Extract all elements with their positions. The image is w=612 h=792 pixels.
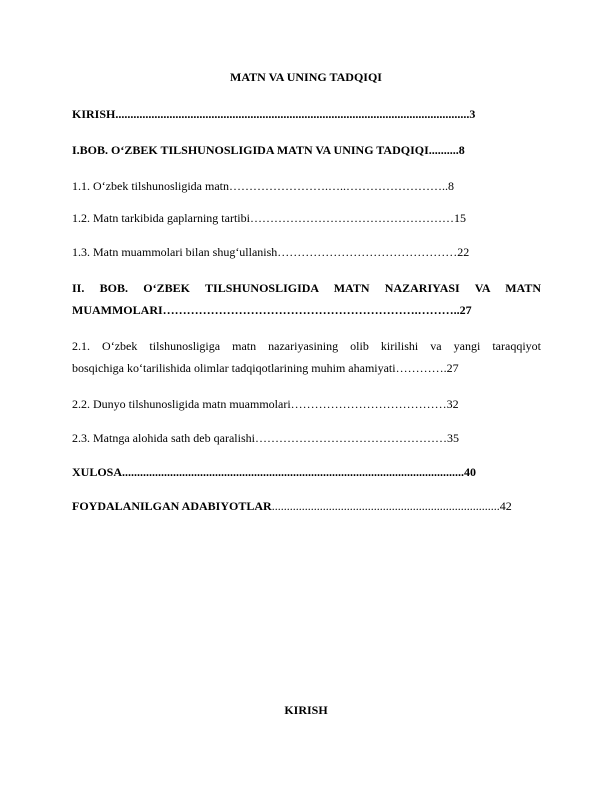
toc-entry-2-2: 2.2. Dunyo tilshunosligida matn muammolari…………………………………32 <box>72 397 459 411</box>
toc-entry-1-1: 1.1. O‘zbek tilshunosligida matn…………………….…..……………………..8 <box>72 179 454 193</box>
toc-entry-adabiyotlar-label: FOYDALANILGAN ADABIYOTLAR <box>72 499 272 513</box>
toc-entry-2-1-line-1: 2.1. O‘zbek tilshunosligiga matn nazariyasining olib kirilishi va yangi taraqqiyot <box>72 339 541 353</box>
toc-entry-chapter-2-line-2: MUAMMOLARI……………………………………………………….………..27 <box>72 303 472 317</box>
toc-entry-chapter-1: I.BOB. O‘ZBEK TILSHUNOSLIGIDA MATN VA UNING TADQIQI..........8 <box>72 143 465 157</box>
toc-entry-adabiyotlar-leader: ............................................................................42 <box>271 499 512 513</box>
toc-entry-kirish: KIRISH......................................................................................................................3 <box>72 107 476 121</box>
toc-entry-xulosa: XULOSA..................................................................................................................40 <box>72 465 477 479</box>
toc-entry-chapter-2-line-1: II. BOB. O‘ZBEK TILSHUNOSLIGIDA MATN NAZARIYASI VA MATN <box>72 281 541 295</box>
toc-entry-2-1-line-2: bosqichiga ko‘tarilishida olimlar tadqiqotlarining muhim ahamiyati………….27 <box>72 361 459 375</box>
toc-entry-2-3: 2.3. Matnga alohida sath deb qaralishi…………………………………………35 <box>72 431 459 445</box>
toc-entry-adabiyotlar <box>72 499 541 513</box>
section-heading-kirish: KIRISH <box>284 703 328 717</box>
document-title: MATN VA UNING TADQIQI <box>230 70 382 84</box>
toc-entry-1-3: 1.3. Matn muammolari bilan shug‘ullanish………………………………………22 <box>72 245 470 259</box>
toc-entry-1-2: 1.2. Matn tarkibida gaplarning tartibi……………………………………………15 <box>72 211 466 225</box>
